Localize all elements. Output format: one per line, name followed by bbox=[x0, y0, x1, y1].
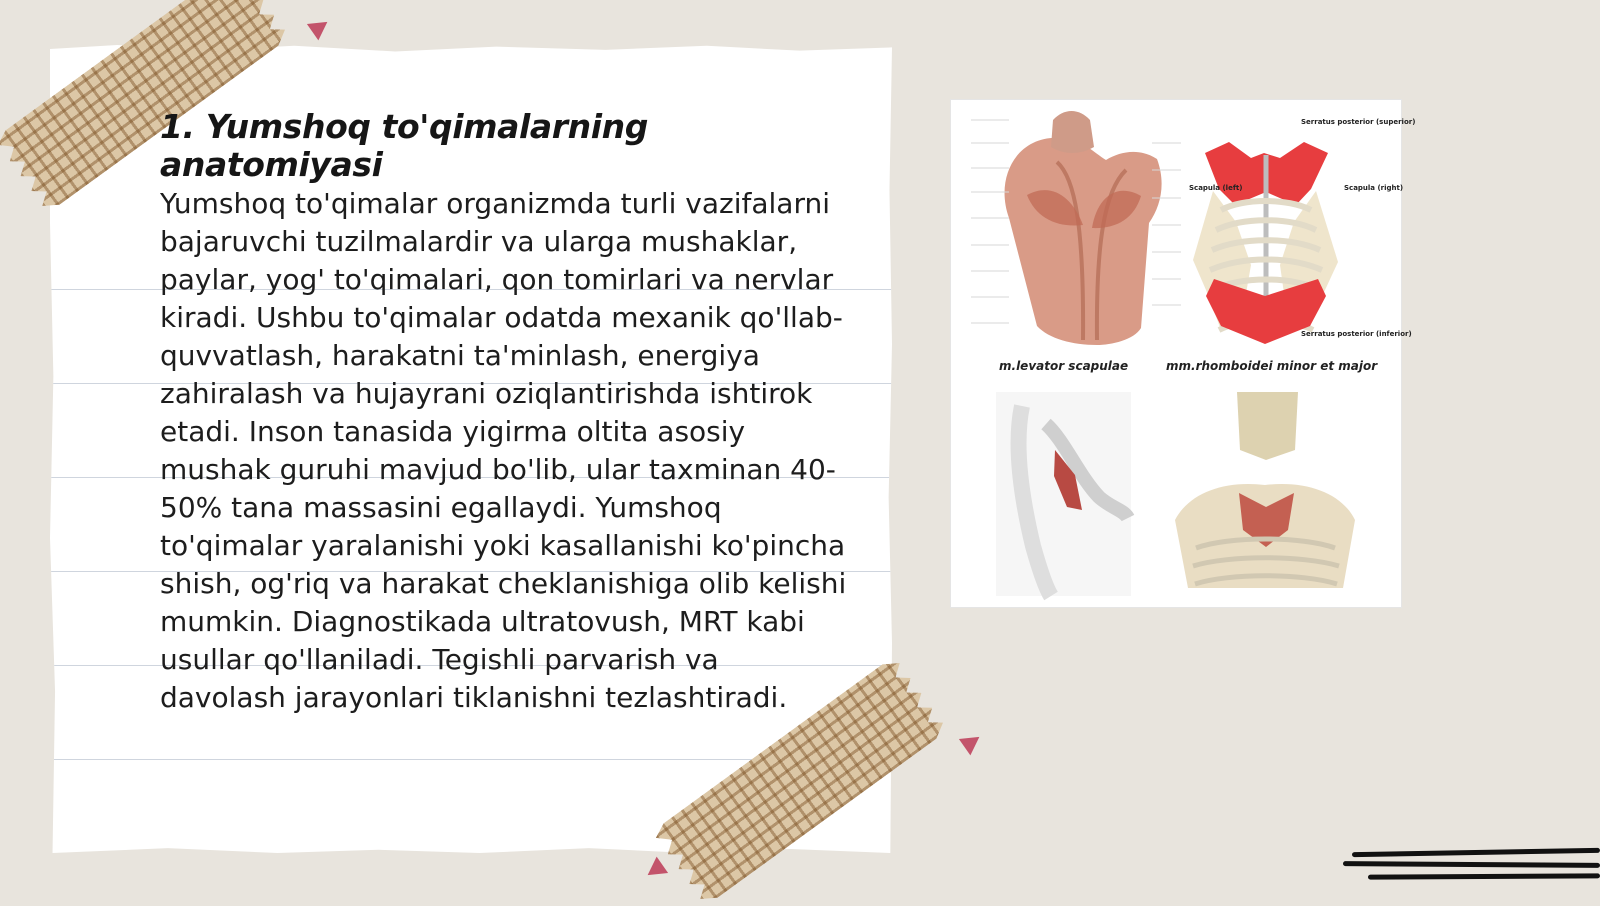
diagram-label-bottom: Serratus posterior (inferior) bbox=[1301, 330, 1412, 338]
diagram-label-right: Scapula (right) bbox=[1344, 184, 1404, 192]
decorative-line bbox=[1352, 848, 1600, 857]
tape-tip-decoration bbox=[642, 857, 668, 884]
neck-side-panel bbox=[996, 392, 1131, 596]
anatomy-figure bbox=[950, 99, 1416, 608]
tape-tip-decoration bbox=[959, 729, 985, 756]
skull-neck-shape bbox=[1237, 392, 1298, 460]
back-muscles-illustration bbox=[951, 100, 1416, 607]
diagram-label-left: Scapula (left) bbox=[1189, 184, 1243, 192]
tape-tip-decoration bbox=[307, 14, 333, 41]
decorative-line bbox=[1343, 861, 1600, 868]
diagram-label-top: Serratus posterior (superior) bbox=[1301, 118, 1416, 126]
decorative-line bbox=[1368, 873, 1600, 879]
slide-body-text: Yumshoq to'qimalar organizmda turli vazifalarni bajaruvchi tuzilmalardir va ularga mushaklar, paylar, yog' to'qimalari, qon tomirlari va nervlar kiradi. Ushbu to'qimalar odatda mexanik qo'llab-quvvatlash, harakatni ta'minlash, energiya zahiralash va hujayrani oziqlantirishda ishtirok etadi. Inson tanasida yigirma oltita asosiy mushak guruhi mavjud bo'lib, ular taxminan 40-50% tana massasini egallaydi. Yumshoq to'qimalar yaralanishi yoki kasallanishi ko'pincha shish, og'riq va harakat cheklanishiga olib kelishi mumkin. Diagnostikada ultratovush, MRT kabi usullar qo'llaniladi. Tegishli parvarish va davolash jarayonlari tiklanishni tezlashtiradi. bbox=[160, 187, 847, 714]
slide-title: 1. Yumshoq to'qimalarning anatomiyasi bbox=[160, 107, 648, 184]
caption-rhomboidei: mm.rhomboidei minor et major bbox=[1166, 359, 1378, 373]
caption-levator-scapulae: m.levator scapulae bbox=[999, 359, 1129, 373]
